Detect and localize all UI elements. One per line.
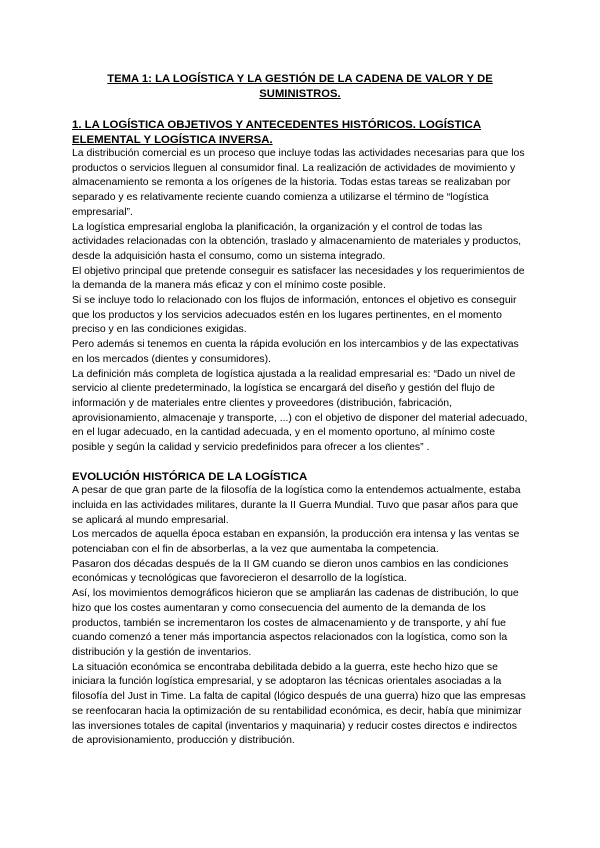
document-title: TEMA 1: LA LOGÍSTICA Y LA GESTIÓN DE LA CADENA DE VALOR Y DE SUMINISTROS. (107, 73, 493, 100)
paragraph: Pasaron dos décadas después de la II GM cuando se dieron unos cambios en las condiciones económicas y tecnológicas que favorecieron el desarrollo de la logística. (72, 558, 509, 585)
paragraph: Si se incluye todo lo relacionado con los flujos de información, entonces el objetivo es conseguir que los productos y los servicios adecuados estén en los lugares pertinentes, en el momento preciso y en las condiciones exigidas. (72, 295, 517, 336)
paragraph: La situación económica se encontraba debilitada debido a la guerra, este hecho hizo que se iniciara la función logística empresarial, y se adoptaron las técnicas orientales asociadas a la filosofía del Just in Time. La falta de capital (lógico después de una guerra) hizo que las empresas se reenfocaran hacia la optimización de su rentabilidad económica, es decir, había que minimizar las inversiones totales de capital (inventarios y maquinaria) y reducir costes directos e indirectos de aprovisionamiento, producción y distribución. (72, 661, 526, 747)
section-heading-logistica-objetivos: 1. LA LOGÍSTICA OBJETIVOS Y ANTECEDENTES HISTÓRICOS. LOGÍSTICA ELEMENTAL Y LOGÍSTICA INVERSA. (72, 119, 482, 146)
paragraph: La logística empresarial engloba la planificación, la organización y el control de todas las actividades relacionadas con la obtención, traslado y almacenamiento de materiales y productos, desde la adquisición hasta el consumo, como un sistema integrado. (72, 221, 522, 262)
paragraph: Los mercados de aquella época estaban en expansión, la producción era intensa y las ventas se potenciaban con el fin de absorberlas, a la vez que aumentaba la competencia. (72, 529, 520, 556)
paragraph: La definición más completa de logística ajustada a la realidad empresarial es: “Dado un nivel de servicio al cliente predeterminado, la logística se encargará del diseño y gestión del flujo de información y de materiales entre clientes y proveedores (distribución, fabricación, aprovisionamiento, almacenaje y transporte, ...) con el objetivo de disponer del material adecuado, en el lugar adecuado, en la cantidad adecuada, y en el momento oportuno, al mínimo coste posible y según la calidad y servicio predefinidos para ofrecer a los clientes” . (72, 368, 528, 454)
paragraph: Pero además si tenemos en cuenta la rápida evolución en los intercambios y de las expectativas en los mercados (dientes y consumidores). (72, 339, 519, 365)
paragraph: Así, los movimientos demográficos hicieron que se ampliarán las cadenas de distribución, lo que hizo que los costes aumentaran y como consecuencia del aumento de la demanda de los productos, también se incrementaron los costes de almacenamiento y de transporte, y ahí fue cuando comenzó a tener más importancia aspectos relacionados con la logística, como son la distribución y la gestión de inventarios. (72, 588, 519, 658)
paragraph: La distribución comercial es un proceso que incluye todas las actividades necesarias para que los productos o servicios lleguen al consumidor final. La realización de actividades de movimiento y almacenamiento se remonta a los orígenes de la historia. Todas estas tareas se realizaban por separado y es relativamente reciente cuando comienza a utilizarse el término de “logística empresarial”. (72, 148, 525, 218)
paragraph: A pesar de que gran parte de la filosofía de la logística como la entendemos actualmente, estaba incluida en las actividades militares, durante la II Guerra Mundial. Tuvo que pasar años para que se aplicará al mundo empresarial. (72, 485, 521, 526)
paragraph: El objetivo principal que pretende conseguir es satisfacer las necesidades y los requerimientos de la demanda de la manera más eficaz y con el mínimo coste posible. (72, 265, 525, 292)
document-page (72, 72, 528, 749)
section-heading-evolucion-historica: EVOLUCIÓN HISTÓRICA DE LA LOGÍSTICA (72, 470, 308, 483)
